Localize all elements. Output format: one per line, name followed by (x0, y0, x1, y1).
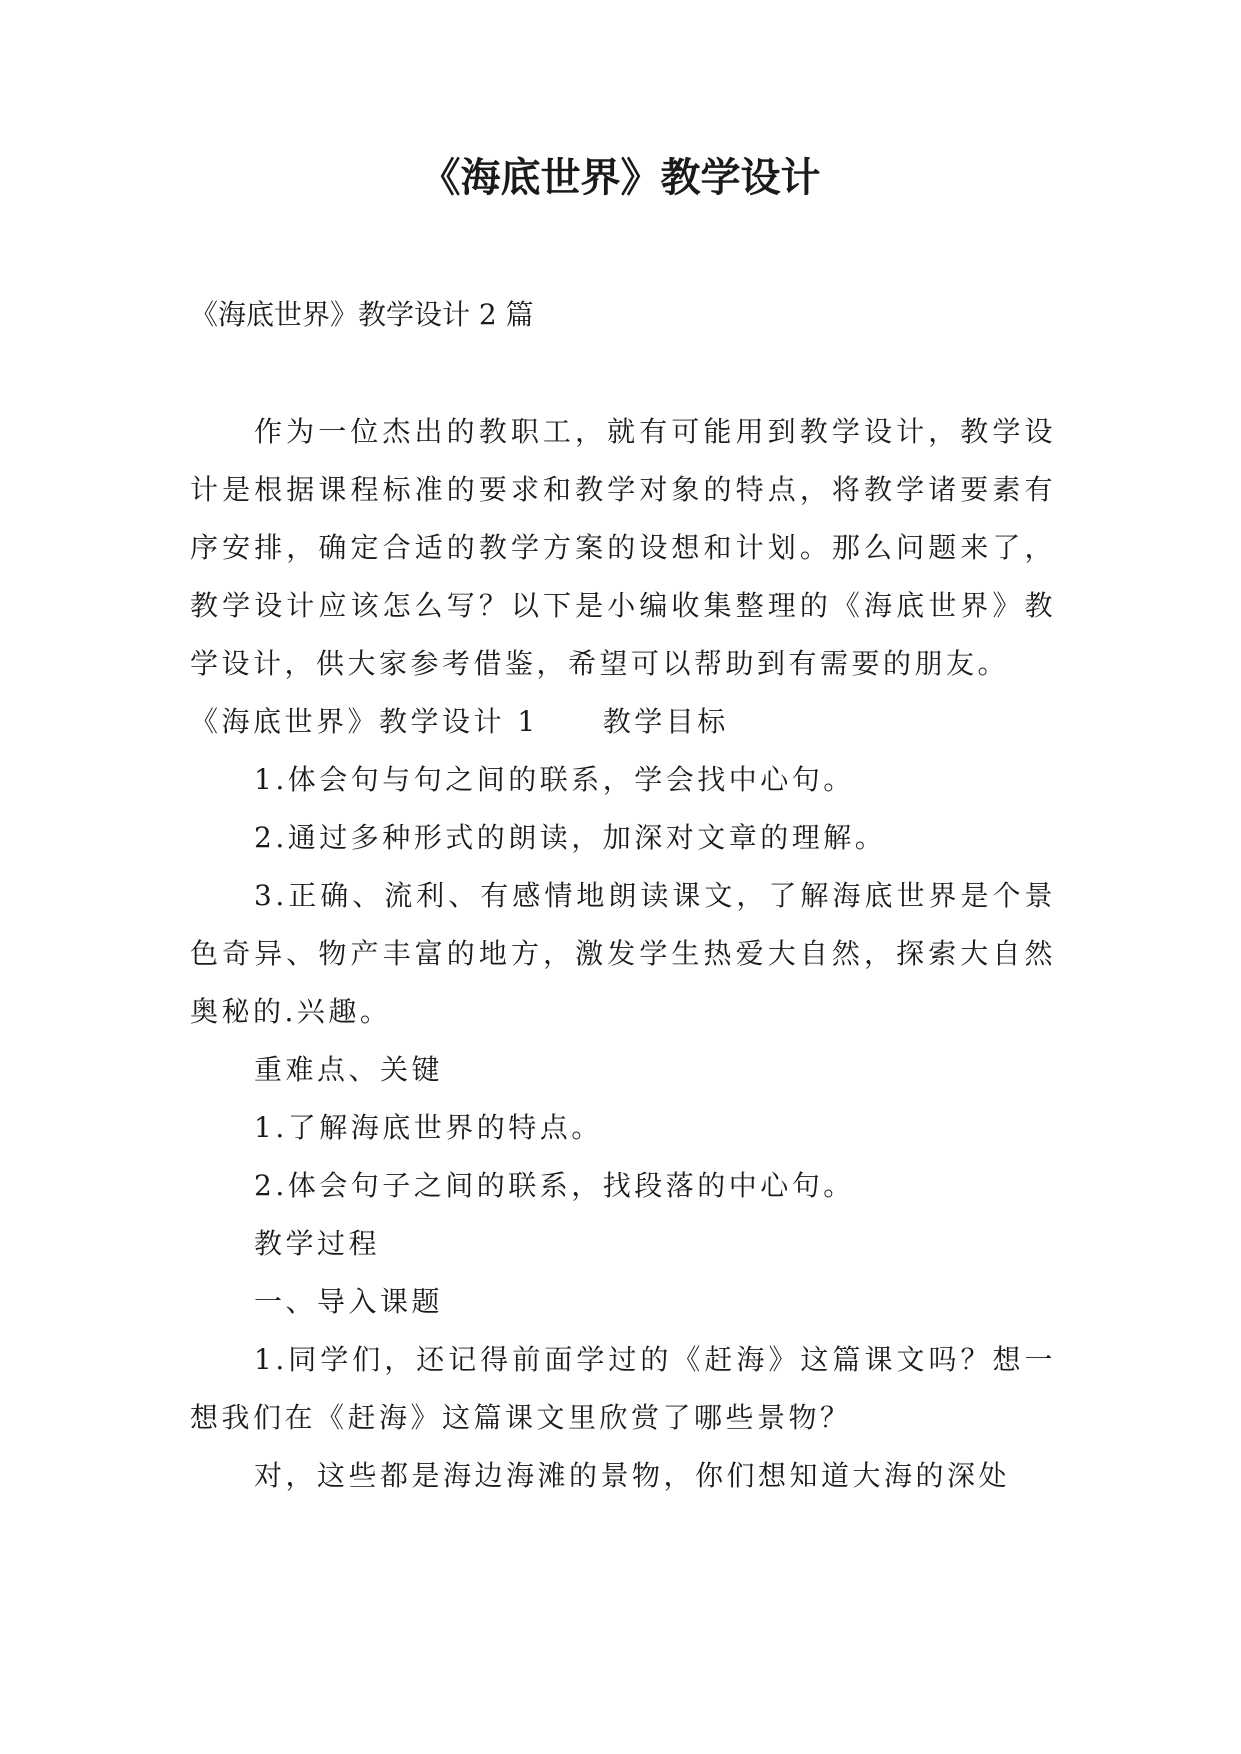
goal-item: 3.正确、流利、有感情地朗读课文，了解海底世界是个景色奇异、物产丰富的地方，激发学生热爱大自然，探索大自然奥秘的.兴趣。 (190, 879, 1056, 1028)
goals-heading: 教学目标 (602, 705, 729, 738)
design1-heading: 《海底世界》教学设计 1 (190, 705, 539, 738)
goal-item: 1.体会句与句之间的联系，学会找中心句。 (254, 763, 855, 796)
document-body (190, 403, 1056, 1505)
keypoint-item: 2.体会句子之间的联系，找段落的中心句。 (254, 1169, 855, 1202)
process-heading: 教学过程 (254, 1227, 381, 1260)
section1-paragraph: 1.同学们，还记得前面学过的《赶海》这篇课文吗？想一想我们在《赶海》这篇课文里欣赏了哪些景物？ (190, 1343, 1056, 1434)
design1-heading-line (190, 693, 1056, 751)
document-subtitle: 《海底世界》教学设计 2 篇 (190, 298, 534, 331)
keypoints-heading: 重难点、关键 (254, 1053, 444, 1086)
section1-paragraph: 对，这些都是海边海滩的景物，你们想知道大海的深处 (254, 1459, 1011, 1492)
keypoint-item: 1.了解海底世界的特点。 (254, 1111, 603, 1144)
document-title: 《海底世界》教学设计 (420, 154, 821, 201)
goal-item: 2.通过多种形式的朗读，加深对文章的理解。 (254, 821, 887, 854)
section1-heading: 一、导入课题 (254, 1285, 444, 1318)
intro-paragraph: 作为一位杰出的教职工，就有可能用到教学设计，教学设计是根据课程标准的要求和教学对象的特点，将教学诸要素有序安排，确定合适的教学方案的设想和计划。那么问题来了，教学设计应该怎么写？以下是小编收集整理的《海底世界》教学设计，供大家参考借鉴，希望可以帮助到有需要的朋友。 (190, 415, 1056, 680)
